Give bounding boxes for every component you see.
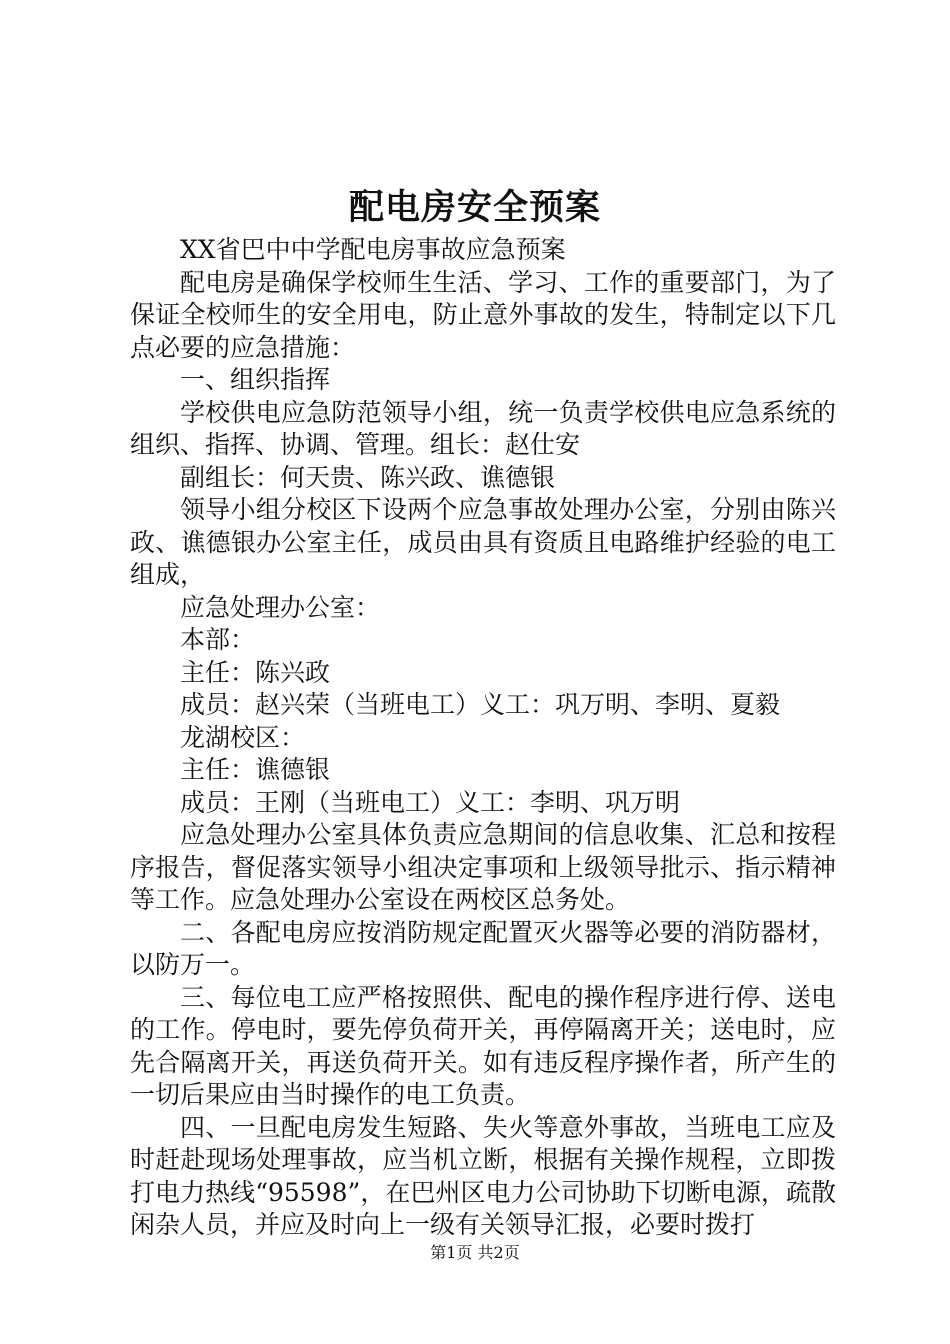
paragraph-main-members: 成员：赵兴荣（当班电工）义工：巩万明、李明、夏毅 — [180, 690, 781, 719]
paragraph-main-director: 主任：陈兴政 — [180, 657, 331, 687]
paragraph-leadership-group: 学校供电应急防范领导小组，统一负责学校供电应急系统的组织、指挥、协调、管理。组长：赵仕安 — [130, 397, 836, 459]
paragraph-longhu-director: 主任：谯德银 — [180, 755, 331, 784]
document-body — [130, 234, 836, 1242]
paragraph-section-four: 四、一旦配电房发生短路、失火等意外事故，当班电工应及时赶赴现场处理事故，应当机立断，根据有关操作规程，立即拨打电力热线“95598”，在巴州区电力公司协助下切断电源，疏散闲杂人员，并应及时向上一级有关领导汇报，必要时拨打 — [130, 1112, 836, 1239]
paragraph-section-two: 二、各配电房应按消防规定配置灭火器等必要的消防器材，以防万一。 — [130, 917, 836, 979]
paragraph-office-duties: 应急处理办公室具体负责应急期间的信息收集、汇总和按程序报告，督促落实领导小组决定事项和上级领导批示、指示精神等工作。应急处理办公室设在两校区总务处。 — [130, 820, 836, 914]
paragraph-offices: 领导小组分校区下设两个应急事故处理办公室，分别由陈兴政、谯德银办公室主任，成员由具有资质且电路维护经验的电工组成， — [130, 495, 836, 589]
paragraph-deputy-leaders: 副组长：何天贵、陈兴政、谯德银 — [180, 462, 556, 492]
document-title: 配电房安全预案 — [348, 187, 601, 228]
paragraph-longhu-members: 成员：王刚（当班电工）义工：李明、巩万明 — [180, 787, 681, 817]
page-footer: 第1页 共2页 — [430, 1243, 520, 1262]
paragraph-intro: 配电房是确保学校师生生活、学习、工作的重要部门，为了保证全校师生的安全用电，防止意外事故的发生，特制定以下几点必要的应急措施： — [130, 267, 836, 362]
paragraph-longhu-campus: 龙湖校区： — [180, 722, 306, 752]
paragraph-subtitle: XX省巴中中学配电房事故应急预案 — [180, 235, 566, 264]
paragraph-section-three: 三、每位电工应严格按照供、配电的操作程序进行停、送电的工作。停电时，要先停负荷开关，再停隔离开关；送电时，应先合隔离开关，再送负荷开关。如有违反程序操作者，所产生的一切后果应由当时操作的电工负责。 — [130, 982, 836, 1109]
paragraph-main-campus: 本部： — [180, 625, 256, 654]
paragraph-emergency-office: 应急处理办公室： — [180, 592, 381, 622]
section-heading-organization: 一、组织指挥 — [180, 365, 331, 394]
